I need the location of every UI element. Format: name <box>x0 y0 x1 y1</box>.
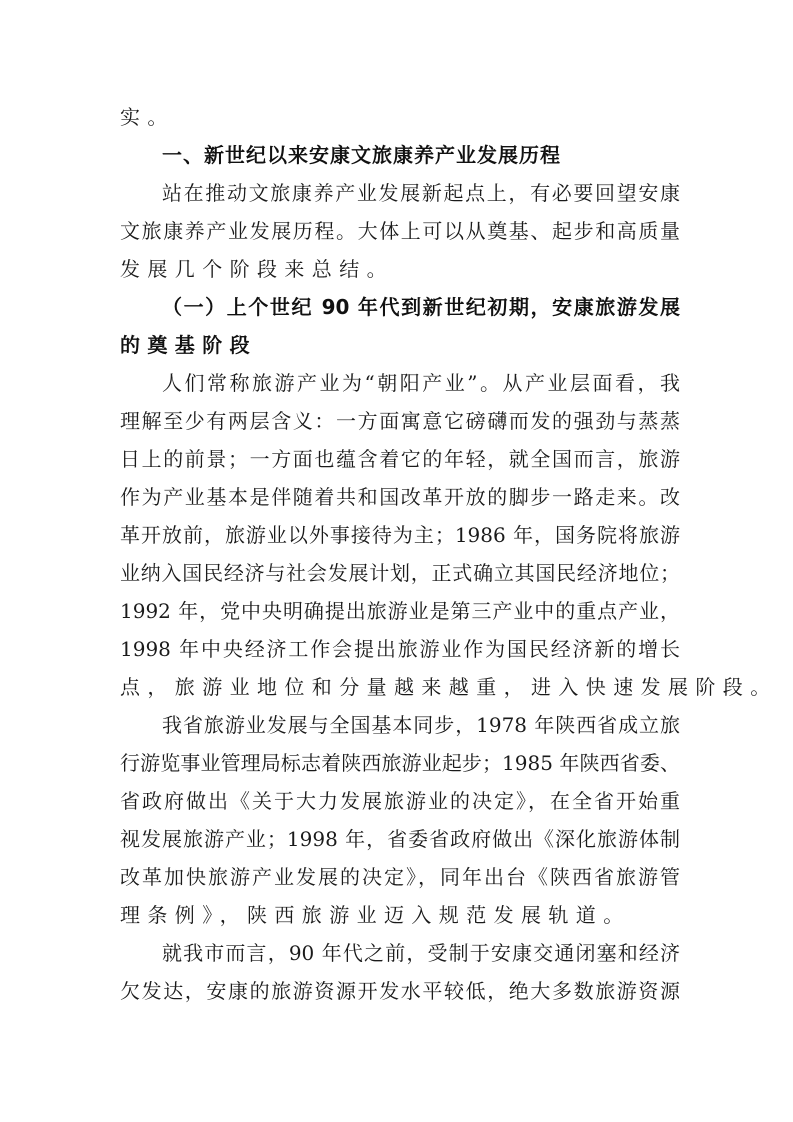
body-text-line: 视发展旅游产业；1998 年，省委省政府做出《深化旅游体制 <box>120 827 680 851</box>
paragraph-first-line: 人们常称旅游产业为“朝阳产业”。从产业层面看，我 <box>162 371 680 395</box>
body-text-line: 作为产业基本是伴随着共和国改革开放的脚步一路走来。改 <box>120 485 680 509</box>
paragraph-first-line: 我省旅游业发展与全国基本同步，1978 年陕西省成立旅 <box>162 713 680 737</box>
body-text-line: 1998 年中央经济工作会提出旅游业作为国民经济新的增长 <box>120 637 680 661</box>
body-text-line: 业纳入国民经济与社会发展计划，正式确立其国民经济地位； <box>120 561 680 585</box>
paragraph-first-line: 就我市而言，90 年代之前，受制于安康交通闭塞和经济 <box>162 941 680 965</box>
body-text-line: 省政府做出《关于大力发展旅游业的决定》，在全省开始重 <box>120 789 680 813</box>
body-text-line: 1992 年，党中央明确提出旅游业是第三产业中的重点产业， <box>120 599 680 623</box>
body-text-line: 理解至少有两层含义：一方面寓意它磅礴而发的强劲与蒸蒸 <box>120 409 680 433</box>
section-heading: 一、新世纪以来安康文旅康养产业发展历程 <box>162 143 561 167</box>
body-text-line: 发展几个阶段来总结。 <box>120 257 394 281</box>
body-text-line: 理条例》，陕西旅游业迈入规范发展轨道。 <box>120 903 631 927</box>
body-text-line: 文旅康养产业发展历程。大体上可以从奠基、起步和高质量 <box>120 219 680 243</box>
paragraph-first-line: 站在推动文旅康养产业发展新起点上，有必要回望安康 <box>162 181 680 205</box>
body-text-line: 行游览事业管理局标志着陕西旅游业起步；1985 年陕西省委、 <box>120 751 680 775</box>
body-text-line: 日上的前景；一方面也蕴含着它的年轻，就全国而言，旅游 <box>120 447 680 471</box>
subsection-heading-continued: 的奠基阶段 <box>120 333 257 357</box>
body-text-line: 革开放前，旅游业以外事接待为主；1986 年，国务院将旅游 <box>120 523 680 547</box>
subsection-heading: （一）上个世纪 90 年代到新世纪初期，安康旅游发展 <box>162 295 680 319</box>
body-text-line: 改革加快旅游产业发展的决定》，同年出台《陕西省旅游管 <box>120 865 680 889</box>
body-text-line: 欠发达，安康的旅游资源开发水平较低，绝大多数旅游资源 <box>120 979 680 1003</box>
body-text-line: 点，旅游业地位和分量越来越重，进入快速发展阶段。 <box>120 675 778 699</box>
body-text-line: 实。 <box>120 105 175 129</box>
